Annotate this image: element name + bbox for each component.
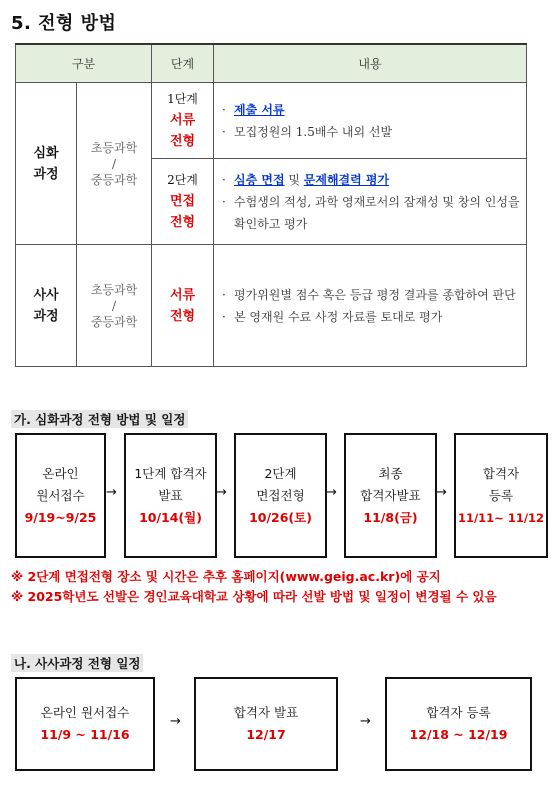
section-a-title: 가. 심화과정 전형 방법 및 일정	[11, 410, 188, 428]
note-interview-notice: ※ 2단계 면접전형 장소 및 시간은 추후 홈페이지(www.geig.ac.kr)에 공지	[11, 569, 441, 584]
flow-step-apply	[15, 433, 106, 558]
list-item: · 평가위원별 점수 혹은 등급 평정 결과를 종합하여 판단	[222, 284, 520, 306]
flow-step-apply-b	[15, 677, 155, 771]
link-interview[interactable]: 심층 면접	[234, 172, 285, 187]
list-item: · 모집정원의 1.5배수 내외 선발	[222, 121, 520, 143]
header-category: 구분	[16, 44, 152, 83]
arrow-icon: →	[170, 714, 181, 729]
step-date: 10/14(월)	[139, 510, 202, 525]
flow-step-stage1-result	[124, 433, 217, 558]
category-advanced: 심화 과정	[16, 83, 77, 245]
step-date: 11/11~ 11/12	[457, 511, 545, 525]
link-documents[interactable]: 제출 서류	[234, 102, 285, 117]
note-schedule-change: ※ 2025학년도 선발은 경인교육대학교 상황에 따라 선발 방법 및 일정이 변경될 수 있음	[11, 589, 497, 604]
step-date: 11/9 ~ 11/16	[40, 727, 130, 742]
stage-step: 2단계	[167, 173, 198, 187]
step-label: 1단계 합격자 발표	[134, 466, 207, 503]
subjects-advanced	[77, 83, 152, 245]
header-content: 내용	[214, 44, 527, 83]
subject-middle: 중등과학	[90, 172, 138, 187]
header-stage: 단계	[152, 44, 214, 83]
arrow-icon: →	[106, 485, 117, 500]
stage-name: 서류 전형	[169, 113, 196, 149]
step-label: 합격자 등록	[426, 705, 491, 720]
list-item	[222, 99, 520, 121]
section-b-title: 나. 사사과정 전형 일정	[11, 654, 143, 672]
step-label: 온라인 원서접수	[36, 466, 85, 503]
subject-elementary: 초등과학	[90, 140, 138, 155]
arrow-icon: →	[326, 485, 337, 500]
step-label: 합격자 발표	[233, 705, 299, 720]
arrow-icon: →	[216, 485, 227, 500]
selection-table	[15, 43, 527, 367]
list-item	[222, 169, 520, 191]
step-date: 12/18 ~ 12/19	[409, 727, 508, 742]
stage-documents	[152, 245, 214, 367]
flow-step-registration	[454, 433, 548, 558]
stage-step: 1단계	[167, 92, 198, 106]
stage-1	[152, 83, 214, 159]
step-date: 10/26(토)	[249, 510, 312, 525]
flow-step-final-result	[344, 433, 437, 558]
mentorship-content	[214, 245, 527, 367]
conjunction: 및	[284, 172, 304, 187]
subject-elementary: 초등과학	[90, 282, 138, 297]
subject-middle: 중등과학	[90, 314, 138, 329]
section-title: 5. 전형 방법	[11, 13, 117, 34]
step-label: 합격자 등록	[482, 466, 520, 503]
list-item: · 수험생의 적성, 과학 영재로서의 잠재성 및 창의 인성을 확인하고 평가	[222, 191, 520, 235]
step-label: 2단계 면접전형	[256, 466, 305, 503]
stage-name: 서류 전형	[169, 287, 196, 324]
subject-separator: /	[111, 298, 117, 313]
arrow-icon: →	[360, 714, 371, 729]
flow-step-result-b	[194, 677, 338, 771]
step-label: 온라인 원서접수	[40, 705, 130, 720]
stage-name: 면접 전형	[169, 194, 196, 230]
flow-step-registration-b	[385, 677, 532, 771]
step-date: 9/19~9/25	[24, 510, 97, 525]
step-date: 12/17	[246, 727, 286, 742]
arrow-icon: →	[436, 485, 447, 500]
list-item: · 본 영재원 수료 사정 자료를 토대로 평가	[222, 306, 520, 328]
subjects-mentorship	[77, 245, 152, 367]
subject-separator: /	[111, 156, 117, 171]
flow-step-interview	[234, 433, 327, 558]
stage-2-content	[214, 159, 527, 245]
category-mentorship: 사사 과정	[16, 245, 77, 367]
step-label: 최종 합격자발표	[360, 466, 421, 503]
stage-2	[152, 159, 214, 245]
link-problem-solving[interactable]: 문제해결력 평가	[303, 172, 390, 187]
step-date: 11/8(금)	[363, 510, 418, 525]
stage-1-content	[214, 83, 527, 159]
